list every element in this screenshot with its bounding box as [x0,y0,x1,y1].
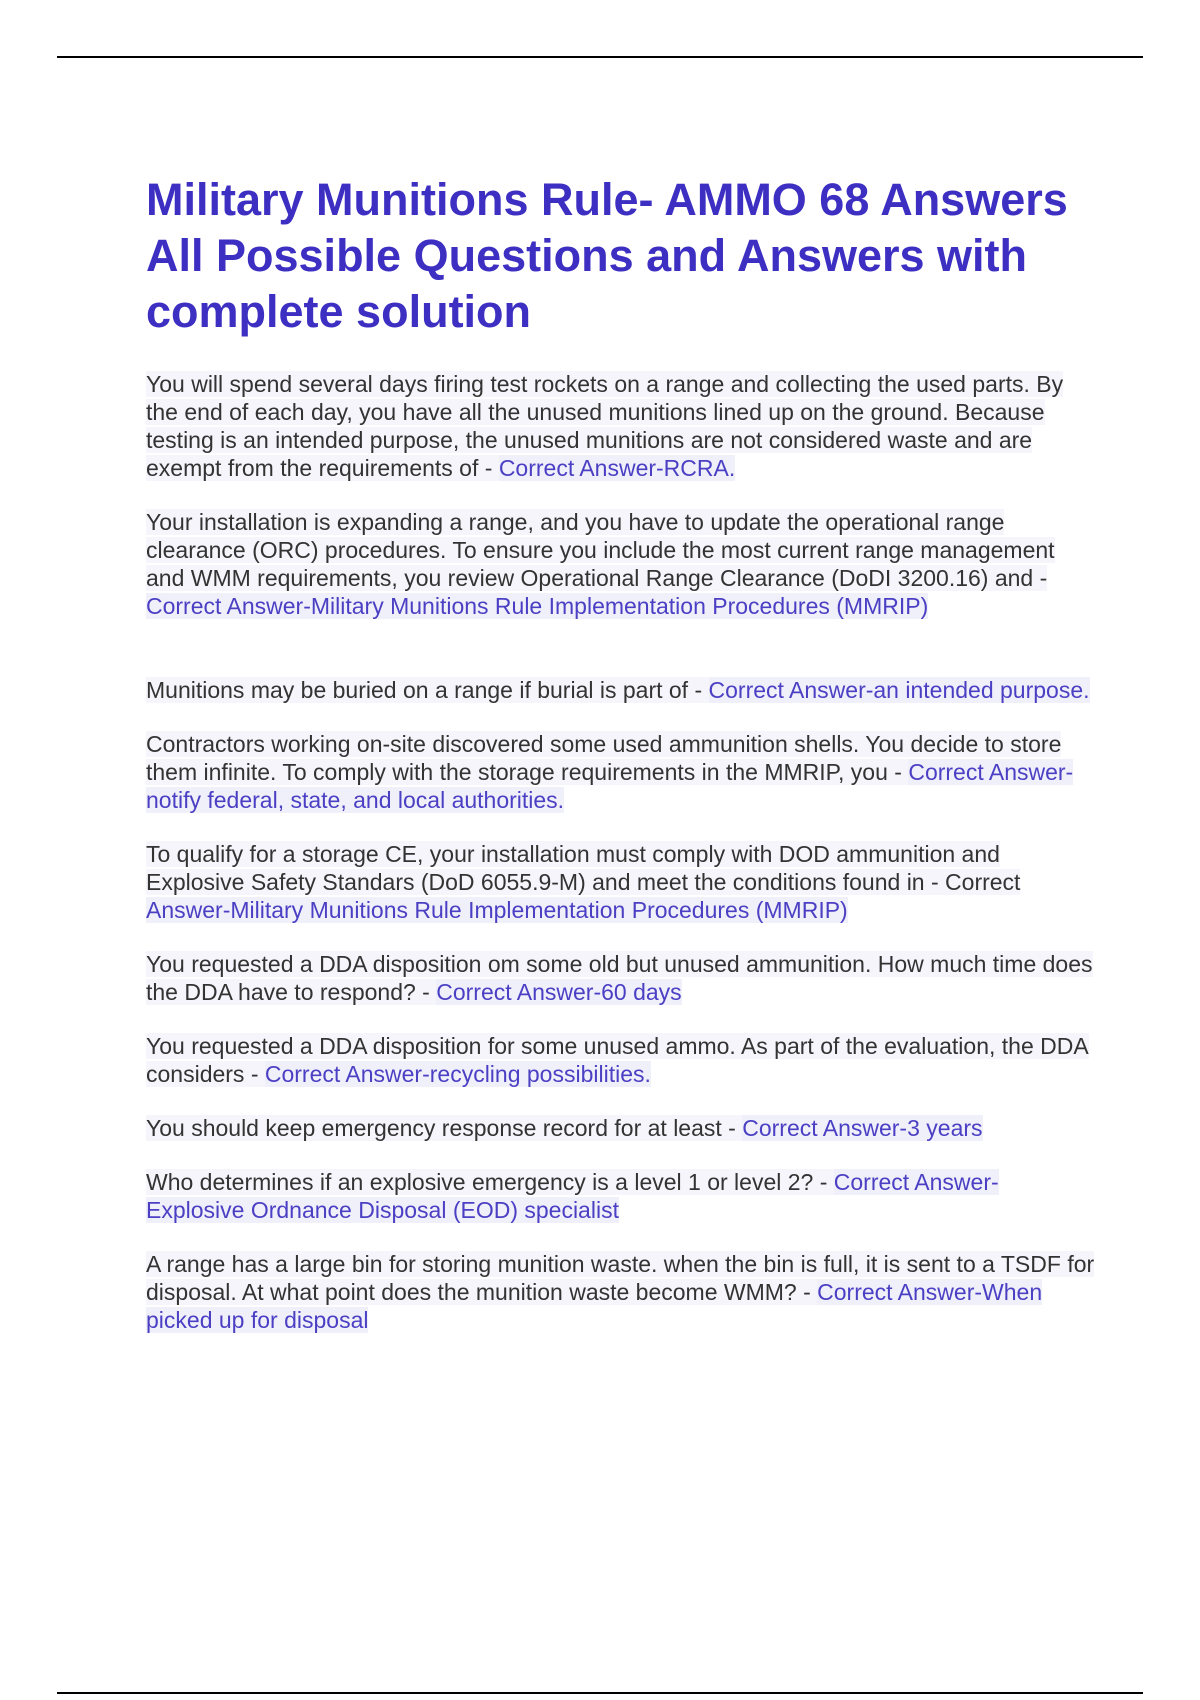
answer-text: Answer-Military Munitions Rule Implementation Procedures (MMRIP) [146,897,848,923]
answer-text: Correct Answer-notify federal, state, and local authorities. [146,759,1074,813]
qa-item [146,1168,1096,1224]
answer-text: Correct Answer-recycling possibilities. [264,1061,651,1087]
question-text: Who determines if an explosive emergency is a level 1 or level 2? - [146,1169,834,1195]
qa-item [146,1032,1096,1088]
answer-text: Correct Answer-When picked up for disposal [146,1279,1043,1333]
answer-text: Correct Answer-an intended purpose. [708,677,1090,703]
question-text: Your installation is expanding a range, and you have to update the operational range clearance (ORC) procedures. To ensure you include the most current range management and WMM requirements, you review Operational Range Clearance (DoDI 3200.16) and - [146,509,1055,591]
question-text: You should keep emergency response record for at least - [146,1115,743,1141]
qa-item [146,1250,1096,1334]
qa-item [146,1114,1096,1142]
question-text: Contractors working on-site discovered some used ammunition shells. You decide to store them infinite. To comply with the storage requirements in the MMRIP, you - [146,731,1062,785]
qa-item [146,370,1096,482]
top-rule [57,56,1143,58]
answer-text: Correct Answer-60 days [436,979,682,1005]
document-body [146,172,1096,1360]
answer-text: Correct Answer-Military Munitions Rule Implementation Procedures (MMRIP) [146,593,929,619]
bottom-rule [57,1692,1143,1694]
question-text: A range has a large bin for storing munition waste. when the bin is full, it is sent to a TSDF for disposal. At what point does the munition waste become WMM? - [146,1251,1095,1305]
answer-text: Correct Answer-RCRA. [498,455,736,481]
qa-list [146,370,1096,1334]
qa-item [146,840,1096,924]
document-title: Military Munitions Rule- AMMO 68 Answers All Possible Questions and Answers with complete solution [146,174,1068,337]
qa-item [146,676,1096,704]
question-text: To qualify for a storage CE, your installation must comply with DOD ammunition and Explosive Safety Standars (DoD 6055.9-M) and meet the conditions found in - Correct [146,841,1021,895]
question-text: Munitions may be buried on a range if burial is part of - [146,677,709,703]
question-text: You requested a DDA disposition om some old but unused ammunition. How much time does the DDA have to respond? - [146,951,1093,1005]
answer-text: Correct Answer-3 years [742,1115,983,1141]
question-text: You requested a DDA disposition for some unused ammo. As part of the evaluation, the DDA considers - [146,1033,1089,1087]
qa-item [146,950,1096,1006]
qa-item [146,508,1096,620]
question-text: You will spend several days firing test rockets on a range and collecting the used parts. By the end of each day, you have all the unused munitions lined up on the ground. Because testing is an intended purpose, the unused munitions are not considered waste and are exempt from the requirements of - [146,371,1064,481]
answer-text: Correct Answer-Explosive Ordnance Disposal (EOD) specialist [146,1169,999,1223]
qa-item [146,730,1096,814]
